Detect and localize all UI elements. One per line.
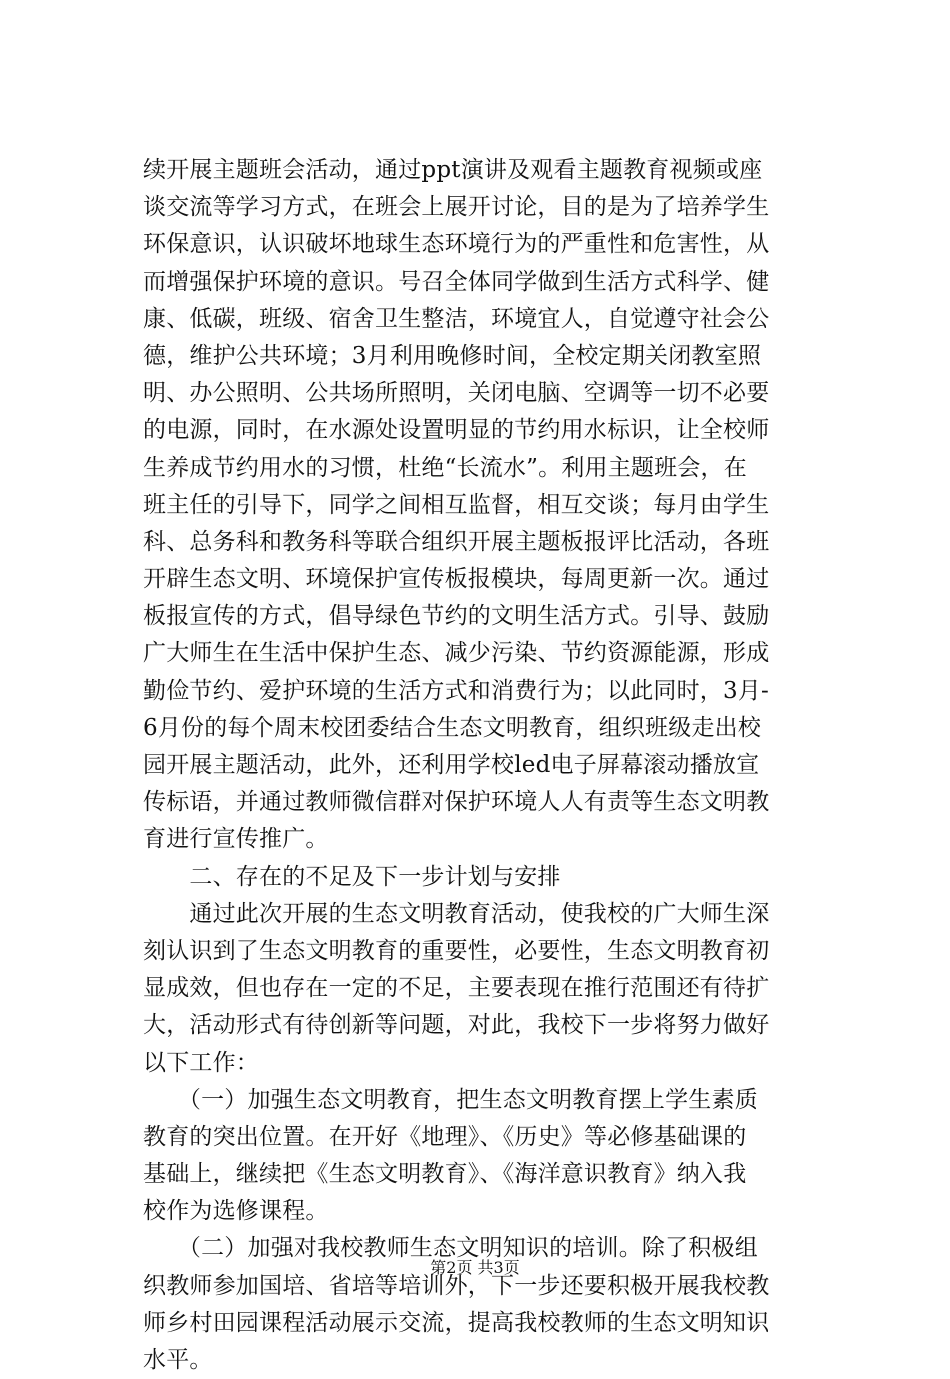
text-line: 勤俭节约、爱护环境的生活方式和消费行为；以此同时，3月- [143, 677, 770, 704]
text-line: 园开展主题活动，此外，还利用学校led电子屏幕滚动播放宣 [143, 752, 760, 778]
text-line: 6月份的每个周末校团委结合生态文明教育，组织班级走出校 [143, 714, 762, 741]
text-line: 广大师生在生活中保护生态、减少污染、节约资源能源，形成 [143, 640, 770, 667]
text-line: 康、低碳，班级、宿舍卫生整洁，环境宜人，自觉遵守社会公 [143, 305, 770, 332]
text-line: 校作为选修课程。 [143, 1198, 329, 1225]
text-line: 大，活动形式有待创新等问题，对此，我校下一步将努力做好 [143, 1012, 770, 1039]
text-line: 二、存在的不足及下一步计划与安排 [143, 863, 561, 890]
text-line: （二）加强对我校教师生态文明知识的培训。除了积极组 [143, 1235, 758, 1262]
text-line: 育进行宣传推广。 [143, 826, 329, 853]
text-line: 水平。 [143, 1347, 213, 1373]
text-line: 通过此次开展的生态文明教育活动，使我校的广大师生深 [143, 900, 770, 927]
text-line: 谈交流等学习方式，在班会上展开讨论，目的是为了培养学生 [143, 194, 770, 221]
page-footer: 第2页 共3页 [430, 1258, 520, 1277]
text-line: 基础上，继续把《生态文明教育》、《海洋意识教育》纳入我 [143, 1161, 747, 1188]
text-line: 织教师参加国培、省培等培训外，下一步还要积极开展我校教 [143, 1272, 770, 1299]
text-line: 德，维护公共环境；3月利用晚修时间，全校定期关闭教室照 [143, 342, 762, 369]
text-line: 生养成节约用水的习惯，杜绝“长流水”。利用主题班会，在 [143, 454, 747, 481]
text-line: （一）加强生态文明教育，把生态文明教育摆上学生素质 [143, 1086, 758, 1113]
text-line: 师乡村田园课程活动展示交流，提高我校教师的生态文明知识 [143, 1309, 770, 1336]
text-line: 板报宣传的方式，倡导绿色节约的文明生活方式。引导、鼓励 [143, 603, 770, 630]
text-line: 续开展主题班会活动，通过ppt演讲及观看主题教育视频或座 [143, 157, 763, 183]
text-line: 教育的突出位置。在开好《地理》、《历史》等必修基础课的 [143, 1123, 747, 1150]
text-line: 科、总务科和教务科等联合组织开展主题板报评比活动，各班 [143, 528, 770, 555]
text-line: 显成效，但也存在一定的不足，主要表现在推行范围还有待扩 [143, 975, 770, 1002]
text-line: 而增强保护环境的意识。号召全体同学做到生活方式科学、健 [143, 268, 770, 295]
document-body [143, 152, 813, 1379]
text-line: 明、办公照明、公共场所照明，关闭电脑、空调等一切不必要 [143, 380, 770, 407]
text-line: 的电源，同时，在水源处设置明显的节约用水标识，让全校师 [143, 417, 770, 444]
text-line: 刻认识到了生态文明教育的重要性，必要性，生态文明教育初 [143, 937, 770, 964]
text-line: 班主任的引导下，同学之间相互监督，相互交谈；每月由学生 [143, 491, 770, 518]
text-line: 以下工作： [143, 1049, 259, 1076]
text-line: 传标语，并通过教师微信群对保护环境人人有责等生态文明教 [143, 789, 770, 816]
text-line: 开辟生态文明、环境保护宣传板报模块，每周更新一次。通过 [143, 566, 770, 593]
text-line: 环保意识，认识破坏地球生态环境行为的严重性和危害性，从 [143, 231, 770, 258]
